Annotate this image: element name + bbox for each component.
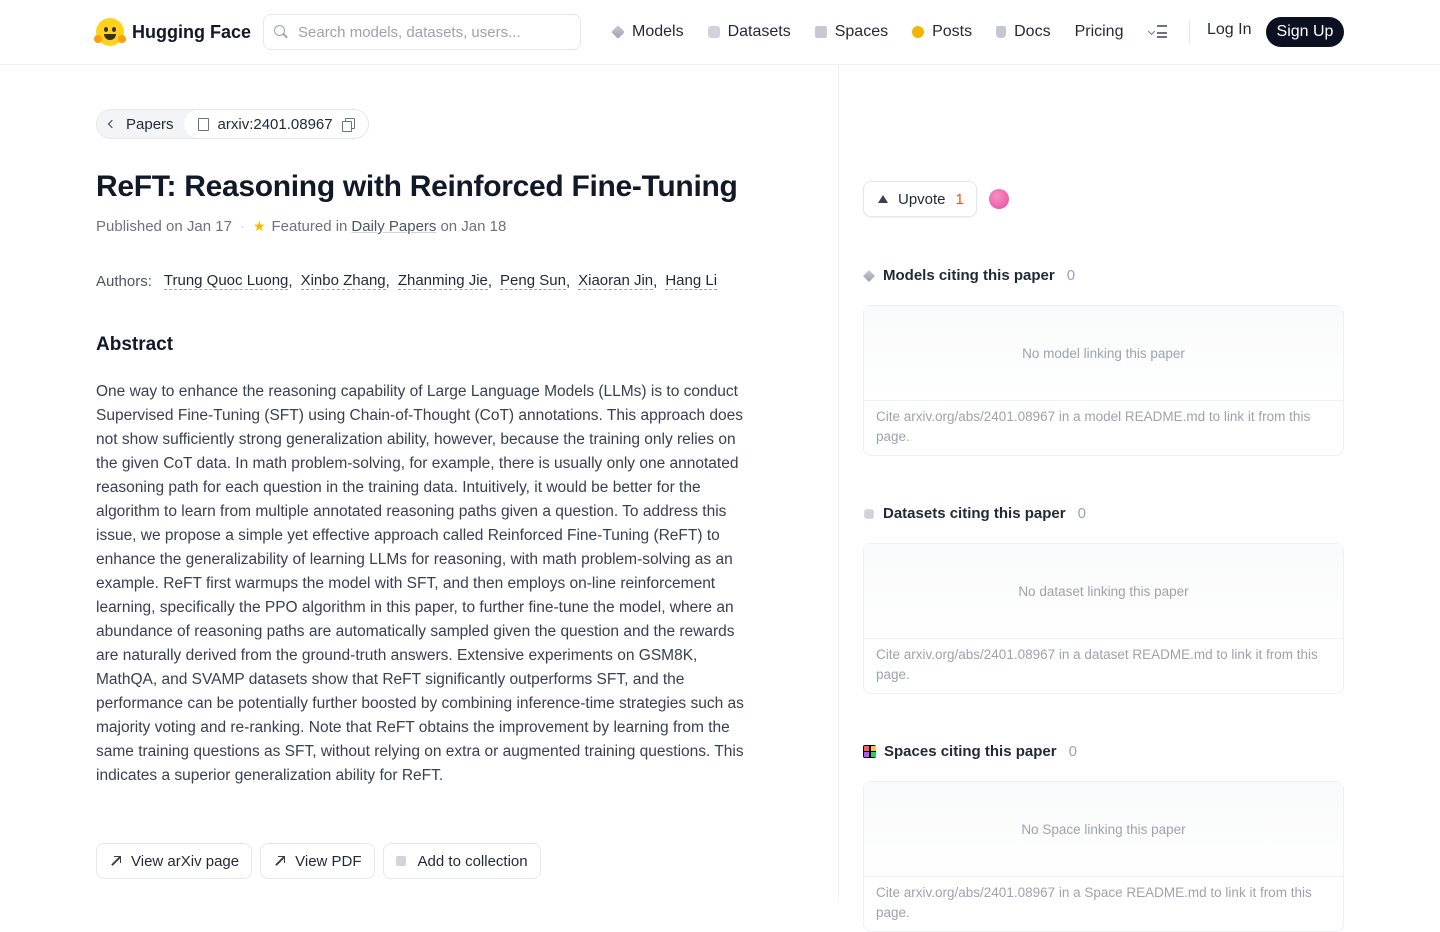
nav-pricing-label: Pricing xyxy=(1074,23,1124,40)
abstract-text: One way to enhance the reasoning capability of Large Language Models (LLMs) is to conduct Supervised Fine-Tuning (SFT) using Chain-of-Thought (CoT) annotations. This approach does not show sufficiently strong generalization ability, however, because the training only relies on the given CoT data. In math problem-solving, for example, there is usually only one annotated reasoning path for each question in the training data. Intuitively, it would be better for the algorithm to learn from multiple annotated reasoning paths given a question. To address this issue, we propose a simple yet effective approach called Reinforced Fine-Tuning (ReFT) to enhance the generalizability of learning LLMs for reasoning, with math problem-solving as an example. ReFT first warmups the model with SFT, and then employs on-line reinforcement learning, specifically the PPO algorithm in this paper, to further fine-tune the model, where an abundance of reasoning paths are automatically sampled given the question and the rewards are naturally derived from the ground-truth answers. Extensive experiments on GSM8K, MathQA, and SVAMP datasets show that ReFT significantly outperforms SFT, and the performance can be potentially further boosted by combining inference-time strategies such as majority voting and re-ranking. Note that ReFT obtains the improvement by learning from the same training questions as SFT, without relying on extra or augmented training questions. This indicates a superior generalization ability for ReFT. xyxy=(96,383,744,784)
breadcrumb-papers-label: Papers xyxy=(126,115,174,133)
models-empty-state: No model linking this paper xyxy=(864,306,1343,401)
search-box[interactable] xyxy=(263,14,581,50)
datasets-citing-heading xyxy=(863,505,1086,522)
nav-models-label: Models xyxy=(632,23,684,40)
nav-spaces-label: Spaces xyxy=(834,23,889,40)
datasets-icon xyxy=(864,509,874,519)
main-nav xyxy=(612,14,1167,50)
author-link[interactable]: Zhanming Jie xyxy=(397,272,488,289)
spaces-citing-box xyxy=(863,781,1344,932)
breadcrumb xyxy=(96,109,369,139)
spaces-citing-title: Spaces citing this paper xyxy=(884,743,1057,760)
nav-pricing[interactable] xyxy=(1075,23,1124,41)
authors-list: Authors: Trung Quoc Luong , Xinbo Zhang , Zhanming Jie , Peng Sun , Xiaoran Jin , Hang Li xyxy=(96,272,718,290)
daily-papers-link[interactable]: Daily Papers xyxy=(351,218,437,235)
paper-id-label: arxiv:2401.08967 xyxy=(217,115,333,133)
upvote-button[interactable] xyxy=(863,181,977,217)
external-arrow-icon xyxy=(273,855,285,867)
nav-docs-label: Docs xyxy=(1014,23,1051,40)
nav-models[interactable] xyxy=(612,23,684,41)
nav-datasets-label: Datasets xyxy=(727,23,791,40)
brand-logo[interactable] xyxy=(96,16,251,48)
models-citing-heading xyxy=(863,267,1075,284)
upvoter-avatar[interactable] xyxy=(989,189,1009,209)
models-citing-count: 0 xyxy=(1066,267,1076,284)
breadcrumb-paper-id xyxy=(184,110,368,138)
posts-icon xyxy=(912,26,924,38)
nav-posts-label: Posts xyxy=(932,23,973,40)
published-date: Published on Jan 17 xyxy=(96,218,232,235)
top-navbar xyxy=(0,0,1440,65)
author-link[interactable]: Xinbo Zhang xyxy=(300,272,386,289)
spaces-icon xyxy=(863,745,876,758)
spaces-citing-count: 0 xyxy=(1068,743,1077,760)
collection-icon xyxy=(396,856,406,866)
upvote-count: 1 xyxy=(955,190,964,208)
datasets-citing-title: Datasets citing this paper xyxy=(883,505,1066,522)
document-icon xyxy=(198,118,209,131)
add-to-collection-label: Add to collection xyxy=(417,852,528,870)
datasets-cite-note: Cite arxiv.org/abs/2401.08967 in a dataset README.md to link it from this page. xyxy=(876,647,1318,682)
spaces-cite-note: Cite arxiv.org/abs/2401.08967 in a Space README.md to link it from this page. xyxy=(876,885,1312,920)
search-input[interactable] xyxy=(298,24,568,41)
models-icon xyxy=(611,25,625,39)
author-link[interactable]: Peng Sun xyxy=(500,272,566,289)
spaces-icon xyxy=(815,26,827,38)
hugging-face-emoji-icon xyxy=(96,18,124,46)
datasets-citing-box xyxy=(863,543,1344,694)
paper-meta xyxy=(96,218,506,235)
author-link[interactable]: Hang Li xyxy=(665,272,718,289)
author-link[interactable]: Trung Quoc Luong xyxy=(163,272,289,289)
datasets-citing-count: 0 xyxy=(1077,505,1086,522)
meta-separator: · xyxy=(239,218,245,235)
models-citing-title: Models citing this paper xyxy=(883,267,1055,284)
featured-suffix: on Jan 18 xyxy=(440,218,507,235)
author-link[interactable]: Xiaoran Jin xyxy=(578,272,654,289)
docs-icon xyxy=(996,26,1006,38)
paper-title: ReFT: Reasoning with Reinforced Fine-Tuning xyxy=(96,170,738,203)
star-icon: ★ xyxy=(252,218,266,234)
upvote-label: Upvote xyxy=(898,190,946,208)
view-pdf-label: View PDF xyxy=(295,852,362,870)
authors-label: Authors: xyxy=(96,272,152,290)
chevron-left-icon xyxy=(108,120,116,128)
more-menu-icon[interactable] xyxy=(1147,25,1167,39)
search-icon xyxy=(274,25,288,39)
signup-button[interactable]: Sign Up xyxy=(1266,17,1344,47)
nav-datasets[interactable] xyxy=(708,23,791,41)
datasets-icon xyxy=(708,26,720,38)
nav-divider xyxy=(1189,20,1190,44)
models-cite-note: Cite arxiv.org/abs/2401.08967 in a model README.md to link it from this page. xyxy=(876,409,1311,444)
nav-spaces[interactable] xyxy=(815,23,888,41)
spaces-citing-heading xyxy=(863,743,1077,760)
external-arrow-icon xyxy=(109,855,121,867)
models-icon xyxy=(863,270,875,282)
view-pdf-button[interactable] xyxy=(260,843,374,879)
view-arxiv-button[interactable] xyxy=(96,843,252,879)
login-link[interactable]: Log In xyxy=(1207,21,1252,38)
breadcrumb-papers-link[interactable] xyxy=(97,110,184,138)
models-citing-box xyxy=(863,305,1344,456)
featured-prefix: Featured in xyxy=(271,218,348,235)
column-divider xyxy=(838,65,839,900)
view-arxiv-label: View arXiv page xyxy=(131,852,240,870)
brand-name: Hugging Face xyxy=(132,21,252,42)
nav-docs[interactable] xyxy=(996,23,1050,41)
upvote-arrow-icon xyxy=(878,195,888,203)
spaces-empty-state: No Space linking this paper xyxy=(864,782,1343,877)
abstract-heading: Abstract xyxy=(96,334,174,355)
add-to-collection-button[interactable] xyxy=(383,843,541,879)
copy-icon[interactable] xyxy=(342,118,354,130)
nav-posts[interactable] xyxy=(912,23,972,41)
datasets-empty-state: No dataset linking this paper xyxy=(864,544,1343,639)
paper-actions xyxy=(96,843,549,879)
